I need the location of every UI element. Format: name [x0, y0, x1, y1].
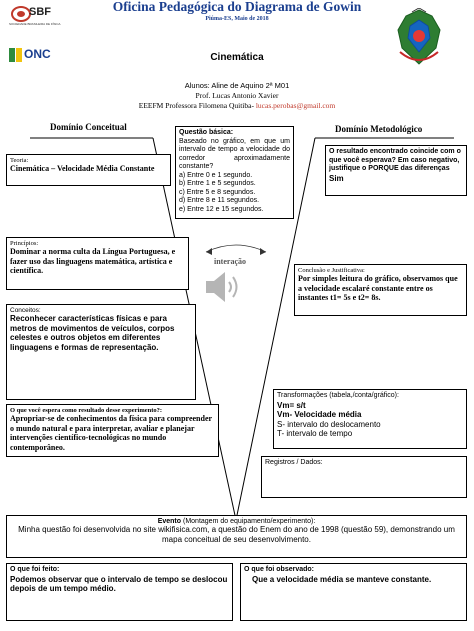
- principles-text: Dominar a norma culta da Língua Portuguesa, e fazer uso das linguagens matemática, artística e científica.: [10, 247, 176, 275]
- done-label: O que foi feito:: [10, 566, 60, 573]
- result-match-box: [325, 145, 467, 196]
- conclusion-label: Conclusão e Justificativa:: [298, 267, 365, 274]
- transformation-line: S- intervalo do deslocamento: [277, 419, 381, 429]
- question-option: c) Entre 5 e 8 segundos.: [179, 188, 256, 196]
- school-name: EEEFM Professora Filomena Quitiba-: [138, 101, 254, 110]
- event-box: [6, 515, 467, 558]
- email-link[interactable]: lucas.perobas@gmail.com: [255, 101, 336, 110]
- principles-label: Princípios:: [10, 240, 39, 247]
- question-option: d) Entre 8 e 11 segundos.: [179, 197, 260, 204]
- done-text: Podemos observar que o intervalo de tempo se deslocou depois de um tempo médio.: [10, 574, 228, 593]
- concepts-text: Reconhecer características físicas e para metros de movimentos de veículos, corpos celestes e outros objetos em diferentes linguagens e formas de representação.: [10, 314, 175, 352]
- students-line: Alunos: Aline de Aquino 2ª M01: [184, 81, 290, 90]
- sbf-logo-tagline: SOCIEDADE BRASILEIRA DE FÍSICA: [9, 22, 61, 26]
- transformations-box: [273, 389, 467, 449]
- records-label: Registros / Dados:: [265, 459, 323, 466]
- onc-logo-text: ONC: [24, 47, 51, 61]
- transformation-line: Vm- Velocidade média: [277, 410, 362, 419]
- conclusion-text: Por simples leitura do gráfico, observamos que a velocidade escalaré constante entre os instantes t1= 5s e t2= 8s.: [298, 274, 458, 302]
- expectation-label: O que você espera como resultado desse experimento?:: [10, 407, 163, 414]
- result-match-question: O resultado encontrado coincide com o que você esperava? Em caso negativo, justifique o PORQUE das diferenças: [329, 148, 461, 172]
- document-heading: Cinemática: [210, 52, 264, 63]
- theory-box: [6, 154, 171, 186]
- principles-box: [6, 237, 189, 290]
- speaker-icon[interactable]: [205, 268, 243, 306]
- event-label: [11, 518, 462, 525]
- transformation-line: Vm= s/t: [277, 400, 306, 410]
- done-box: [6, 563, 233, 621]
- teacher-line: Prof. Lucas Antonio Xavier: [195, 91, 279, 100]
- result-match-answer: Sim: [329, 173, 344, 183]
- question-option: a) Entre 0 e 1 segundo.: [179, 171, 253, 179]
- transformation-line: T- intervalo de tempo: [277, 429, 353, 438]
- page-subtitle: Piúma-ES, Maio de 2018: [205, 16, 269, 22]
- question-option: e) Entre 12 e 15 segundos.: [179, 205, 264, 213]
- page-title: Oficina Pedagógica do Diagrama de Gowin: [112, 0, 362, 14]
- expectation-text: Apropriar-se de conhecimentos da física para compreender o mundo natural e para interpretar, avaliar e planejar intervenções científico-tecnológicas no mundo contemporâneo.: [10, 414, 212, 452]
- event-label-rest: (Montagem do equipamento/experimento):: [183, 518, 316, 525]
- event-text: Minha questão foi desenvolvida no site wikifisica.com, a questão do Enem do ano de 1998 (questão 59), demonstrando um mapa conceitual de seu desenvolvimento.: [18, 525, 455, 544]
- expectation-box: [6, 404, 219, 457]
- conclusion-box: [294, 264, 467, 316]
- question-option: b) Entre 1 e 5 segundos.: [179, 180, 256, 187]
- theory-label: Teoria:: [10, 157, 29, 164]
- observed-label: O que foi observado:: [244, 566, 315, 573]
- theory-text: Cinemática – Velocidade Média Constante: [10, 164, 155, 173]
- methodological-domain-title: Domínio Metodológico: [335, 124, 423, 134]
- basic-question-box: [175, 126, 294, 219]
- concepts-box: [6, 304, 196, 400]
- event-label-bold: Evento: [157, 518, 182, 525]
- question-label: Questão básica:: [179, 129, 234, 136]
- sbf-logo-text: SBF: [29, 6, 51, 18]
- interaction-label: interação: [214, 257, 246, 266]
- records-box: [261, 456, 467, 498]
- question-text: Baseado no gráfico, em que um intervalo de tempo a velocidade do corredor aproximadamente constante?: [179, 137, 290, 170]
- observed-box: [240, 563, 467, 621]
- conceptual-domain-title: Domínio Conceitual: [50, 122, 127, 132]
- transformations-label: Transformações (tabela,/conta/gráfico):: [277, 392, 399, 399]
- observed-text: Que a velocidade média se manteve constante.: [252, 574, 432, 584]
- concepts-label: Conceitos:: [10, 307, 41, 314]
